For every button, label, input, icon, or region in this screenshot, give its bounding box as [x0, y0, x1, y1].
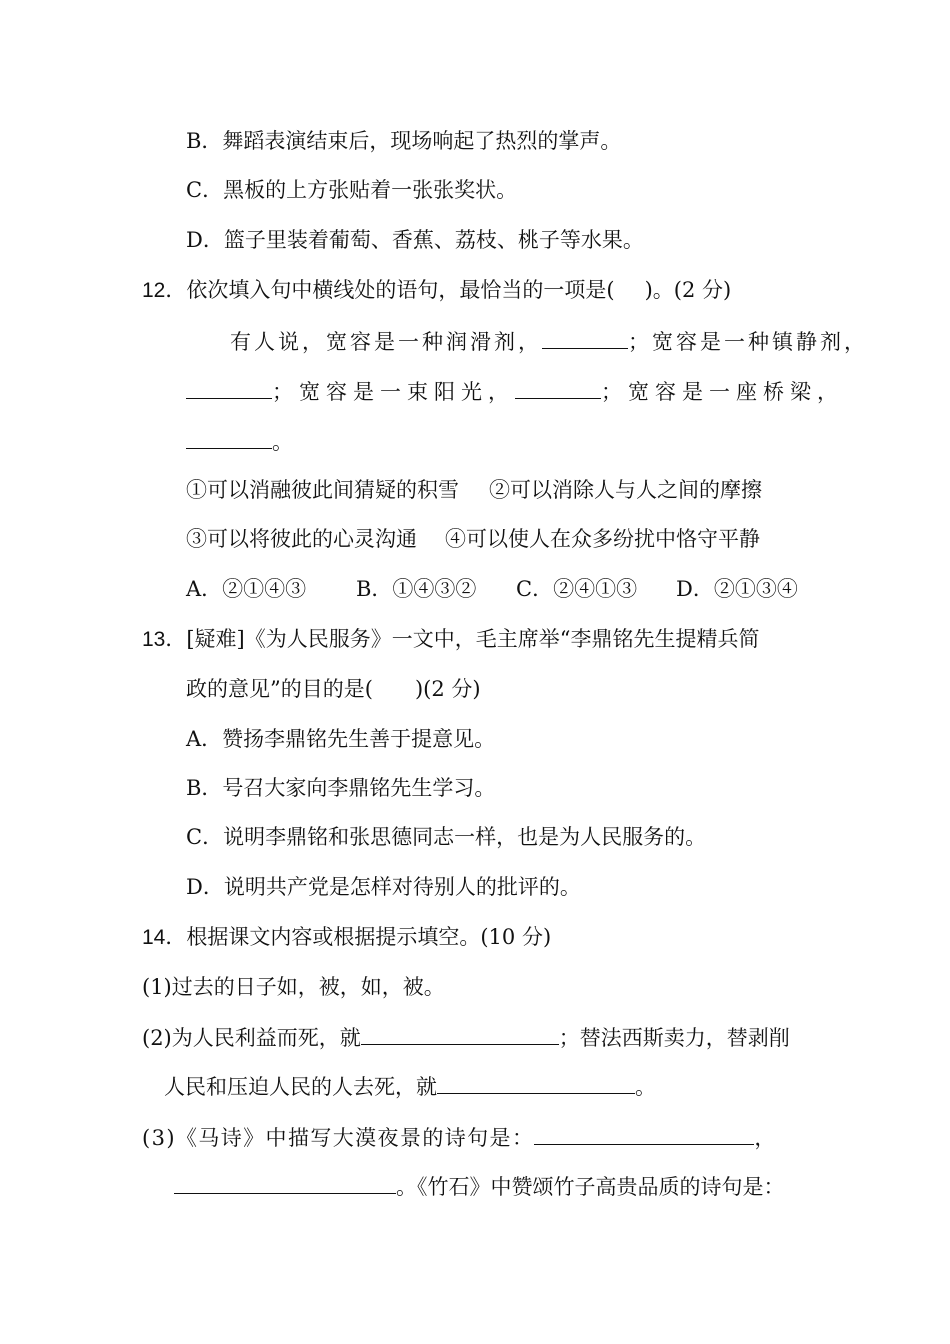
q14-sub3-comma: ， [754, 1126, 777, 1150]
q12-number: 12． [142, 279, 187, 302]
q12-item-1: ①可以消融彼此间猜疑的积雪 [186, 478, 459, 502]
q13-stem-text-2: 政的意见”的目的是( [186, 677, 373, 701]
q11-option-b: B．舞蹈表演结束后，现场响起了热烈的掌声。 [186, 129, 622, 153]
q13-stem-line2 [186, 674, 481, 704]
q12-passage-text-1: 有人说，宽容是一种润滑剂， [230, 330, 542, 354]
q14-sub3-line2 [174, 1171, 785, 1202]
q12-option-d[interactable]: D．②①③④ [676, 577, 798, 601]
q12-blank-2[interactable] [186, 376, 272, 399]
q12-stem-text: 依次填入句中横线处的语句，最恰当的一项是( [186, 278, 615, 302]
q14-sub1: (1)过去的日子如，被，如，被。 [142, 975, 445, 999]
q13-number: 13． [142, 628, 187, 651]
q12-passage-line3 [186, 426, 293, 457]
q13-difficulty-tag: [疑难] [186, 627, 245, 651]
q14-sub2-text-3: 人民和压迫人民的人去死，就 [164, 1075, 437, 1099]
q12-stem [142, 275, 731, 306]
q12-item-2: ②可以消除人与人之间的摩擦 [489, 478, 762, 502]
q13-stem-line1 [142, 624, 759, 655]
q12-item-4: ④可以使人在众多纷扰中恪守平静 [445, 527, 760, 551]
q14-stem-text: 根据课文内容或根据提示填空。(10 分) [186, 925, 552, 949]
q14-sub2-line2 [164, 1071, 656, 1102]
q11-option-c: C．黑板的上方张贴着一张张奖状。 [186, 178, 518, 202]
q14-sub2-text-2: ；替法西斯卖力，替剥削 [558, 1026, 790, 1050]
q14-sub2-line1 [142, 1022, 790, 1053]
q12-passage-end: 。 [272, 430, 293, 454]
q11-option-d: D．篮子里装着葡萄、香蕉、荔枝、桃子等水果。 [186, 228, 644, 252]
q13-stem-score: )(2 分) [414, 677, 481, 701]
q12-stem-score: )。(2 分) [644, 278, 732, 302]
q12-passage-text-4: ；宽容是一座桥梁， [601, 380, 844, 404]
q14-sub2-text-1: (2)为人民利益而死，就 [142, 1026, 361, 1050]
q12-items-row1 [186, 475, 762, 505]
q12-option-b[interactable]: B．①④③② [356, 577, 477, 601]
q14-stem [142, 922, 551, 953]
q12-passage-text-2: ；宽容是一种镇静剂， [628, 330, 868, 354]
q12-passage-text-3: ；宽容是一束阳光， [272, 380, 515, 404]
q12-item-3: ③可以将彼此的心灵沟通 [186, 527, 417, 551]
q14-number: 14． [142, 926, 187, 949]
q14-sub3-text-2: 。《竹石》中赞颂竹子高贵品质的诗句是： [396, 1175, 785, 1199]
q14-sub2-end: 。 [635, 1075, 656, 1099]
q14-sub3-blank-2[interactable] [174, 1171, 396, 1194]
q13-option-a[interactable]: A．赞扬李鼎铭先生善于提意见。 [186, 727, 496, 751]
q12-passage-line1 [230, 326, 868, 357]
q12-blank-1[interactable] [542, 326, 628, 349]
q12-blank-4[interactable] [186, 426, 272, 449]
q13-option-c[interactable]: C．说明李鼎铭和张思德同志一样，也是为人民服务的。 [186, 825, 707, 849]
q14-sub3-text-1: (3)《马诗》中描写大漠夜景的诗句是： [142, 1126, 535, 1150]
q14-sub3-line1 [142, 1122, 777, 1153]
q13-option-d[interactable]: D．说明共产党是怎样对待别人的批评的。 [186, 875, 581, 899]
q12-blank-3[interactable] [515, 376, 601, 399]
q12-passage-line2 [186, 376, 844, 407]
q12-option-c[interactable]: C．②④①③ [516, 577, 638, 601]
q12-items-row2 [186, 524, 760, 554]
q14-sub2-blank-2[interactable] [437, 1071, 635, 1094]
q12-option-a[interactable]: A．②①④③ [186, 577, 307, 601]
q13-option-b[interactable]: B．号召大家向李鼎铭先生学习。 [186, 776, 496, 800]
q14-sub3-blank-1[interactable] [534, 1122, 754, 1145]
q14-sub2-blank-1[interactable] [361, 1022, 559, 1045]
q13-stem-text-1: 《为人民服务》一文中，毛主席举“李鼎铭先生提精兵简 [244, 627, 760, 651]
